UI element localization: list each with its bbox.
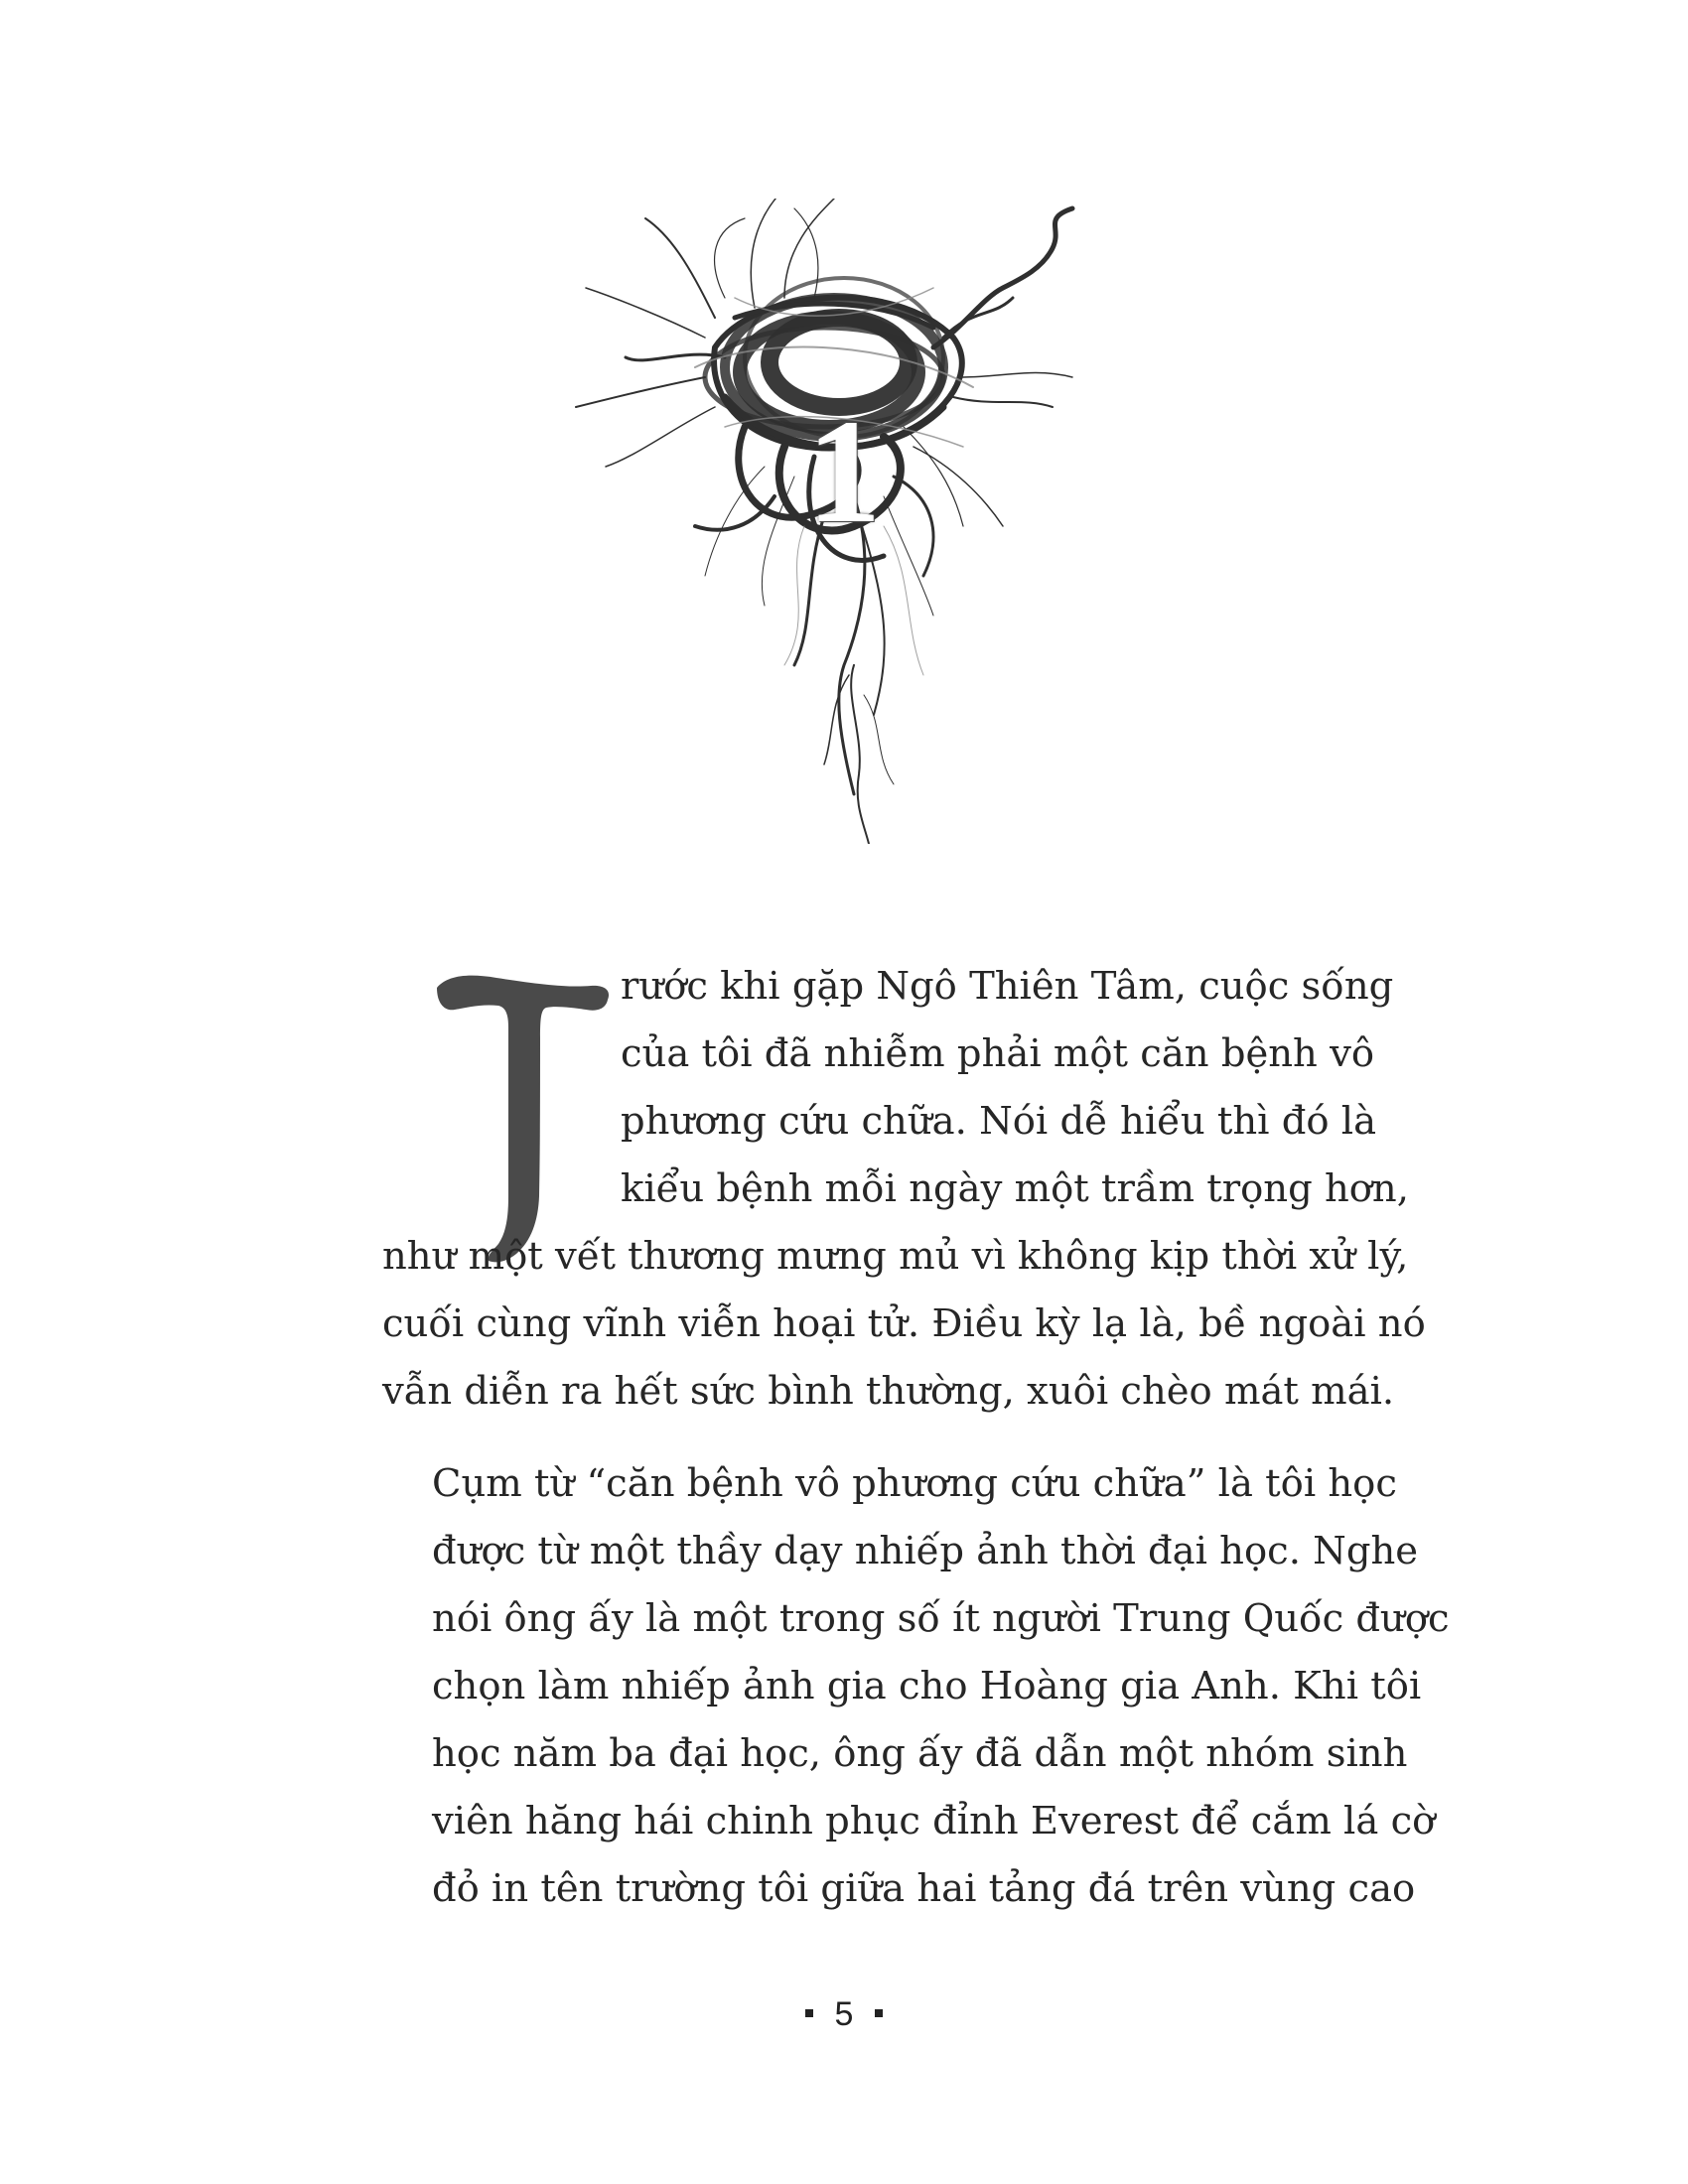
text-line: của tôi đã nhiễm phải một căn bệnh vô — [621, 1031, 1375, 1076]
text-line: như một vết thương mưng mủ vì không kịp thời xử lý, — [382, 1234, 1409, 1279]
text-line: kiểu bệnh mỗi ngày một trầm trọng hơn, — [621, 1166, 1409, 1211]
text-line: viên hăng hái chinh phục đỉnh Everest để cắm lá cờ — [432, 1799, 1436, 1843]
text-line: vẫn diễn ra hết sức bình thường, xuôi chèo mát mái. — [382, 1369, 1395, 1414]
dropcap-indented-lines — [621, 953, 1409, 1223]
text-line: đỏ in tên trường tôi giữa hai tảng đá trên vùng cao — [432, 1866, 1416, 1911]
text-line: rước khi gặp Ngô Thiên Tâm, cuộc sống — [621, 964, 1394, 1009]
paragraph-2 — [382, 1450, 1450, 1923]
text-line: chọn làm nhiếp ảnh gia cho Hoàng gia Anh. Khi tôi — [432, 1664, 1422, 1708]
text-line: nói ông ấy là một trong số ít người Trung Quốc được — [432, 1596, 1450, 1641]
footer-square-bullet-icon — [875, 2009, 883, 2017]
text-line: được từ một thầy dạy nhiếp ảnh thời đại học. Nghe — [432, 1529, 1419, 1573]
text-line: cuối cùng vĩnh viễn hoại tử. Điều kỳ lạ là, bề ngoài nó — [382, 1301, 1426, 1346]
body-text — [382, 953, 1450, 1923]
text-line: Cụm từ “căn bệnh vô phương cứu chữa” là tôi học — [432, 1461, 1397, 1506]
page-footer — [0, 1995, 1688, 2034]
text-line: học năm ba đại học, ông ấy đã dẫn một nhóm sinh — [432, 1731, 1408, 1776]
paragraph-1-full-lines — [382, 1223, 1426, 1426]
page-number: 5 — [834, 1995, 854, 2033]
footer-square-bullet-icon — [805, 2009, 813, 2017]
paragraph-1 — [382, 953, 1426, 1426]
chapter-number: 1 — [806, 389, 882, 554]
text-line: phương cứu chữa. Nói dễ hiểu thì đó là — [621, 1099, 1377, 1144]
